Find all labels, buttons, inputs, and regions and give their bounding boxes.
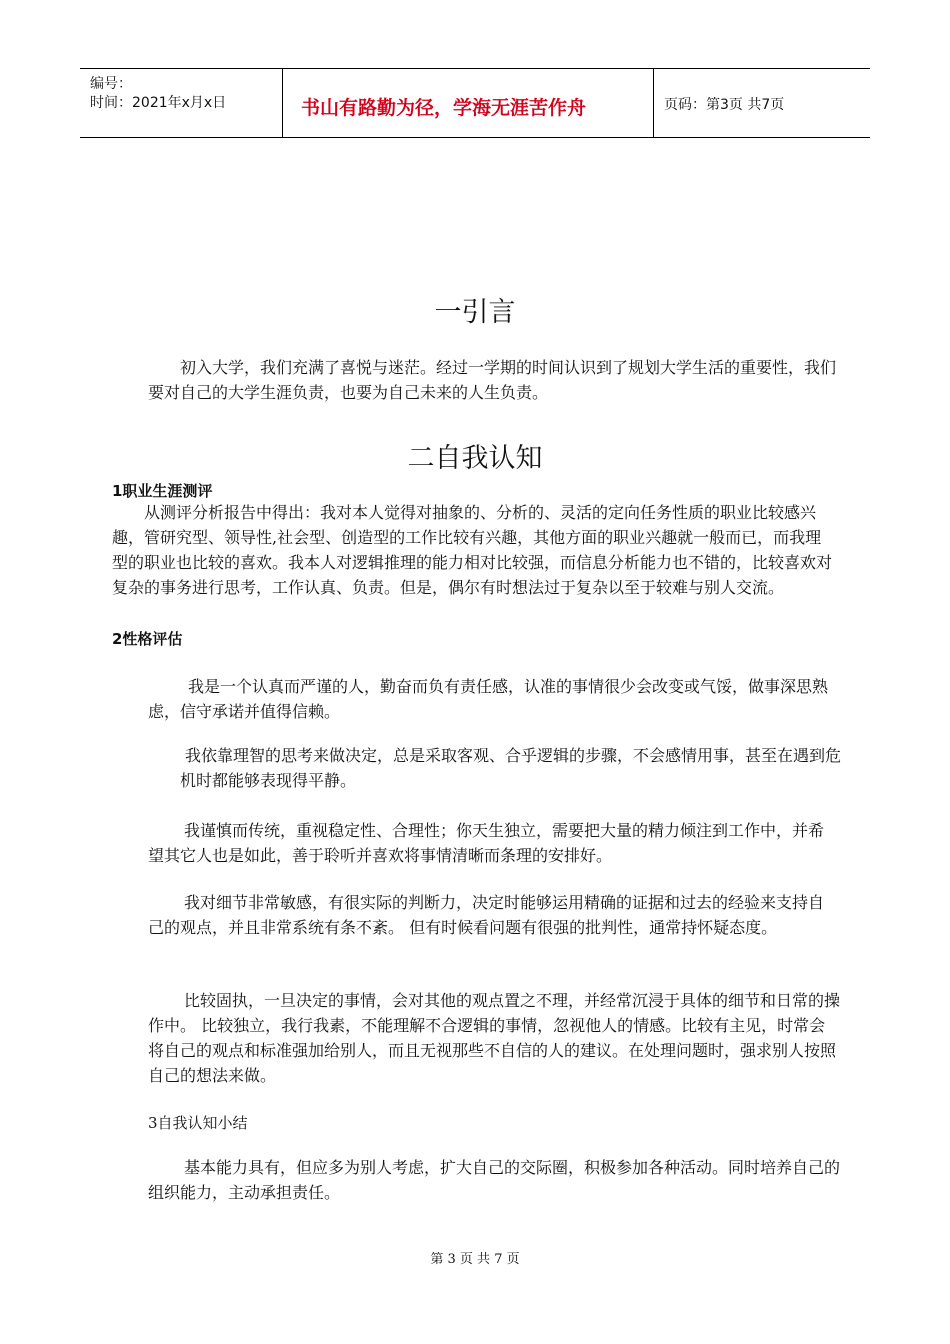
page-header — [80, 68, 870, 138]
career-assessment-paragraph: 从测评分析报告中得出：我对本人觉得对抽象的、分析的、灵活的定向任务性质的职业比较感兴趣，管研究型、领导性,社会型、创造型的工作比较有兴趣，其他方面的职业兴趣就一般而已，而我理型的职业也比较的喜欢。我本人对逻辑推理的能力相对比较强，而信息分析能力也不错的，比较喜欢对复杂的事务进行思考，工作认真、负责。但是，偶尔有时想法过于复杂以至于较难与别人交流。 — [112, 503, 833, 597]
summary-heading: 3自我认知小结 — [148, 1114, 248, 1132]
personality-paragraph-3: 我谨慎而传统，重视稳定性、合理性；你天生独立，需要把大量的精力倾注到工作中，并希望其它人也是如此，善于聆听并喜欢将事情清晰而条理的安排好。 — [148, 821, 825, 865]
header-info-cell — [80, 69, 283, 137]
personality-paragraph-4: 我对细节非常敏感，有很实际的判断力，决定时能够运用精确的证据和过去的经验来支持自己的观点，并且非常系统有条不紊。 但有时候看问题有很强的批判性，通常持怀疑态度。 — [148, 893, 825, 937]
intro-paragraph: 初入大学，我们充满了喜悦与迷茫。经过一学期的时间认识到了规划大学生活的重要性，我们要对自己的大学生涯负责，也要为自己未来的人生负责。 — [148, 358, 837, 402]
page-footer: 第 3 页 共 7 页 — [430, 1252, 520, 1267]
personality-paragraph-5: 比较固执，一旦决定的事情，会对其他的观点置之不理，并经常沉浸于具体的细节和日常的操作中。 比较独立，我行我素，不能理解不合逻辑的事情，忽视他人的情感。比较有主见，时常会将自己的观点和标准强加给别人，而且无视那些不自信的人的建议。在处理问题时，强求别人按照自己的想法来做。 — [148, 991, 841, 1085]
intro-title: 一引言 — [434, 297, 516, 328]
summary-paragraph: 基本能力具有，但应多为别人考虑，扩大自己的交际圈，积极参加各种活动。同时培养自己的组织能力，主动承担责任。 — [148, 1158, 841, 1202]
number-label: 编号： — [90, 76, 132, 92]
header-motto-cell — [283, 69, 654, 137]
page-number-label: 页码：第3页 共7页 — [664, 97, 785, 113]
personality-paragraph-1: 我是一个认真而严谨的人，勤奋而负有责任感，认准的事情很少会改变或气馁，做事深思熟虑，信守承诺并值得信赖。 — [148, 677, 829, 721]
career-assessment-heading: 1职业生涯测评 — [112, 482, 213, 500]
header-page-cell — [654, 69, 870, 137]
self-awareness-title: 二自我认知 — [407, 443, 543, 474]
personality-heading: 2性格评估 — [112, 630, 183, 648]
motto: 书山有路勤为径，学海无涯苦作舟 — [301, 97, 587, 119]
time-label: 时间：2021年x月x日 — [90, 95, 227, 111]
personality-paragraph-2: 我依靠理智的思考来做决定，总是采取客观、合乎逻辑的步骤，不会感情用事，甚至在遇到危机时都能够表现得平静。 — [180, 746, 842, 790]
